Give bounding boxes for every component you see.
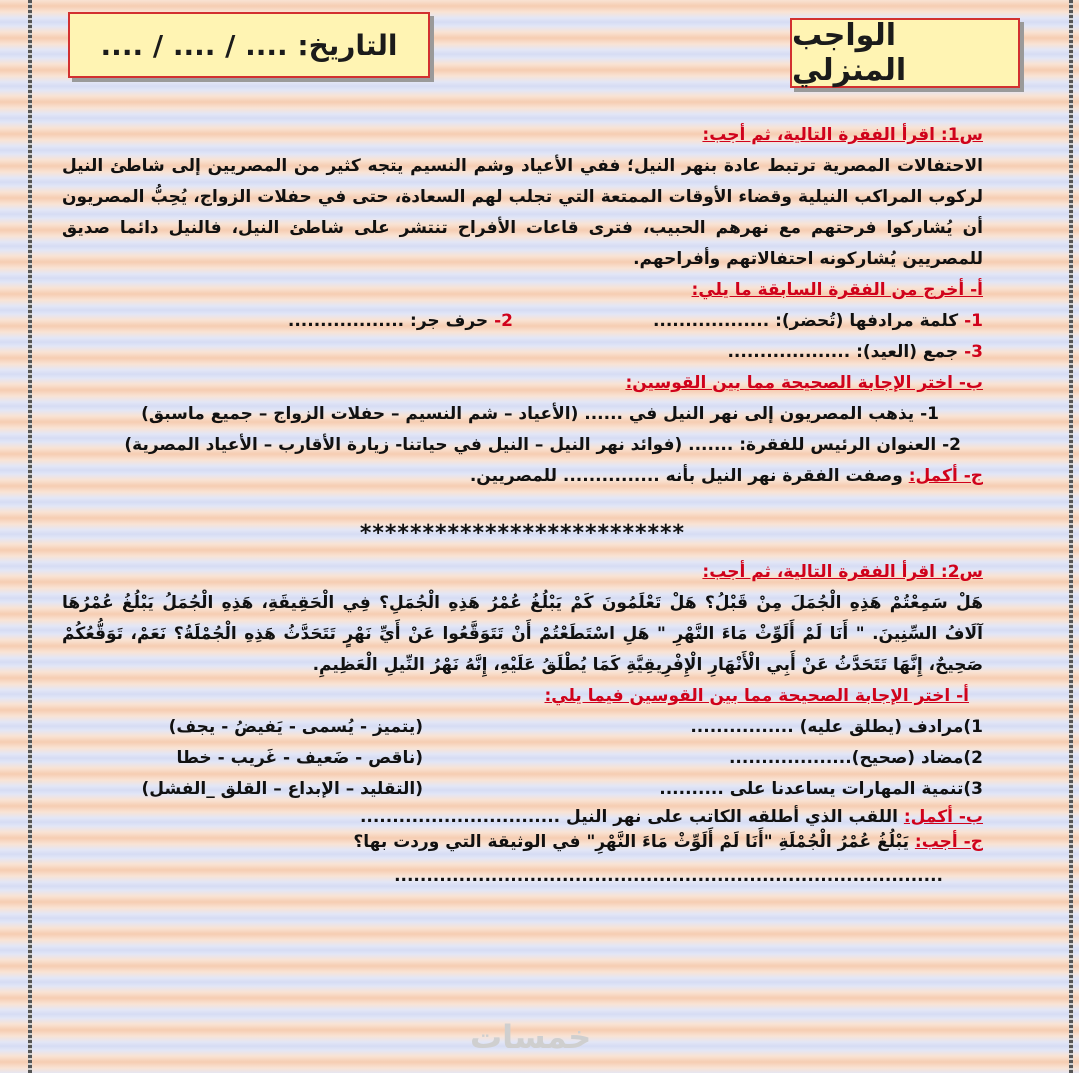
q1-part-b-heading: ب- اختر الإجابة الصحيحة مما بين القوسين: <box>625 373 983 393</box>
q1-part-c <box>62 461 983 492</box>
q1-a-row-1 <box>62 306 983 337</box>
watermark: خمسات <box>470 1018 592 1056</box>
a2-number: 2- <box>494 311 513 331</box>
a1-text: كلمة مرادفها (تُحضر): .................. <box>652 311 959 331</box>
a1-number: 1- <box>964 311 983 331</box>
worksheet-body <box>62 120 983 892</box>
q2-part-c <box>62 829 983 855</box>
q2-part-b-label: ب- أكمل: <box>903 807 983 827</box>
q1-heading: س1: اقرأ الفقرة التالية، ثم أجب: <box>702 125 983 145</box>
right-border <box>1069 0 1073 1073</box>
q2-item-2-question: 2)مضاد (صحيح)................... <box>728 748 983 768</box>
q2-answer-line: ..................................................................................... <box>394 866 943 886</box>
q2-item-1-question: 1)مرادف (يطلق عليه) ................ <box>690 717 983 737</box>
q1-a-row-2 <box>62 337 983 368</box>
date-field: التاريخ: .... / .... / .... <box>68 12 430 78</box>
q2-part-b <box>62 805 983 829</box>
q2-item-3-question: 3)تنمية المهارات يساعدنا على .......... <box>659 779 983 799</box>
separator: ************************** <box>359 521 686 546</box>
a3-text: جمع (العيد): ................... <box>727 342 959 362</box>
q2-item-2-options: (ناقص - ضَعيف - غَريب - خطا <box>176 748 423 768</box>
q2-item-2 <box>62 743 983 774</box>
q1-part-c-text: وصفت الفقرة نهر النيل بأنه ............... للمصريين. <box>469 466 903 486</box>
q2-paragraph: هَلْ سَمِعْتُمْ هَذِهِ الْجُمَلَ مِنْ قَبْلُ؟ هَلْ تَعْلَمُونَ كَمْ يَبْلُغُ عُمْرُ هَذِهِ الْجُمَلِ؟ فِي الْحَقِيقَةِ، هَذِهِ الْجُمَلُ يَبْلُغُ عُمْرُهَا آلَافُ السِّنِينَ. " أَنَا لَمْ أَلَوِّثْ مَاءَ النَّهْرِ " هَلِ اسْتَطَعْتُمْ أَنْ تَتَوَقَّعُوا عَنْ أَيِّ نَهْرٍ تَتَحَدَّثُ هَذِهِ الْجُمْلَةُ؟ نَعَمْ، تَوَقُّعُكُمْ صَحِيحٌ، إِنَّهَا تَتَحَدَّثُ عَنْ أَبِي الْأَنْهَارِ الْإِفْرِيقِيَّةِ كَمَا يُطْلَقُ عَلَيْهِ، إِنَّهُ نَهْرُ النِّيلِ الْعَظِيمِ. <box>62 593 983 675</box>
q2-item-1-options: (يتميز - يُسمى - يَفيضُ - يجف) <box>168 717 423 737</box>
left-border <box>28 0 32 1073</box>
q1-part-c-label: ج- أكمل: <box>908 466 983 486</box>
q2-part-b-text: اللقب الذي أطلقه الكاتب على نهر النيل ............................... <box>359 807 898 827</box>
q1-b-item-2: 2- العنوان الرئيس للفقرة: ....... (فوائد نهر النيل – النيل في حياتنا- زيارة الأقارب – الأعياد المصرية) <box>124 435 961 455</box>
q1-paragraph: الاحتفالات المصرية ترتبط عادة بنهر النيل؛ ففي الأعياد وشم النسيم يتجه كثير من المصريين إلى شاطئ النيل لركوب المراكب النيلية وقضاء الأوقات الممتعة التي تجلب لهم السعادة، حتى في حفلات الزواج، يُحِبُّ المصريون أن يُشاركوا فرحتهم مع نهرهم الحبيب، فترى قاعات الأفراح تنتشر على شاطئ النيل، فالنيل دائما صديق للمصريين يُشاركونه احتفالاتهم وأفراحهم. <box>62 156 983 269</box>
q2-item-3 <box>62 774 983 805</box>
a3-number: 3- <box>964 342 983 362</box>
q1-part-a-heading: أ- أخرج من الفقرة السابقة ما يلي: <box>691 280 983 300</box>
q1-b-item-1: 1- يذهب المصريون إلى نهر النيل في ...... (الأعياد – شم النسيم – حفلات الزواج – جميع ماسبق) <box>141 404 939 424</box>
q2-item-3-options: (التقليد – الإبداع – القلق _الفشل) <box>141 779 423 799</box>
q2-part-c-label: ج- أجب: <box>914 832 983 852</box>
q2-heading: س2: اقرأ الفقرة التالية، ثم أجب: <box>702 562 983 582</box>
q2-item-1 <box>62 712 983 743</box>
q2-part-c-text: يَبْلُغُ عُمْرُ الْجُمْلَةِ "أَنَا لَمْ أَلَوِّثْ مَاءَ النَّهْرِ" في الوثيقة التي وردت بها؟ <box>353 832 909 852</box>
page-title: الواجب المنزلي <box>790 18 1020 88</box>
a2-text: حرف جر: .................. <box>287 311 489 331</box>
q2-part-a-heading: أ- اختر الإجابة الصحيحة مما بين القوسين فيما يلي: <box>544 686 969 706</box>
